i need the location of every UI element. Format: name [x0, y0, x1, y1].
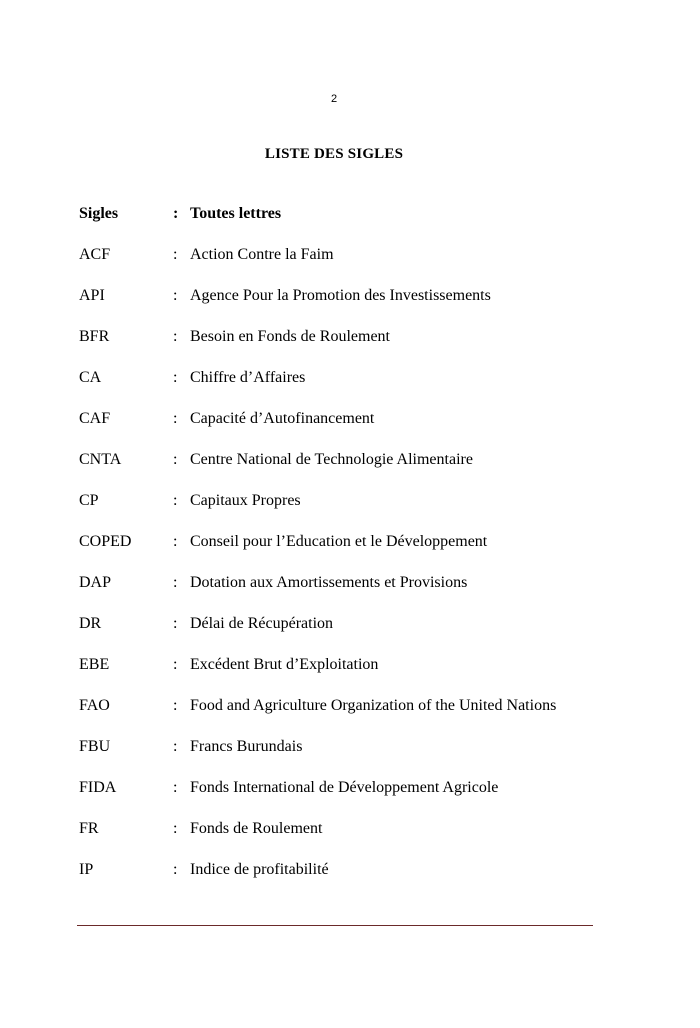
separator-colon: : — [173, 287, 178, 304]
separator-colon: : — [173, 615, 178, 632]
separator-colon: : — [173, 697, 178, 714]
acronym-row — [79, 527, 599, 556]
separator-colon: : — [173, 738, 178, 755]
footer-divider — [77, 925, 593, 926]
acronym: FAO — [79, 697, 110, 714]
acronym-meaning: Capacité d’Autofinancement — [190, 410, 375, 427]
acronym-meaning: Action Contre la Faim — [190, 246, 334, 263]
acronym-meaning: Indice de profitabilité — [190, 861, 329, 878]
header-colon: : — [173, 205, 179, 222]
acronym: FIDA — [79, 779, 117, 796]
acronym-list — [79, 199, 599, 896]
acronym: CA — [79, 369, 102, 386]
acronym-row — [79, 404, 599, 433]
acronym-meaning: Besoin en Fonds de Roulement — [190, 328, 390, 345]
acronym: CAF — [79, 410, 111, 427]
separator-colon: : — [173, 451, 178, 468]
header-abbreviation: Sigles — [79, 205, 119, 222]
acronym-row — [79, 445, 599, 474]
acronym-row — [79, 240, 599, 269]
acronym-meaning: Fonds de Roulement — [190, 820, 323, 837]
acronym-row — [79, 609, 599, 638]
acronym-row — [79, 732, 599, 761]
acronym-row — [79, 281, 599, 310]
acronym-meaning: Centre National de Technologie Alimentaire — [190, 451, 473, 468]
acronym-meaning: Food and Agriculture Organization of the United Nations — [190, 697, 557, 714]
acronym-meaning: Agence Pour la Promotion des Investissements — [190, 287, 491, 304]
header-meaning: Toutes lettres — [190, 205, 282, 222]
acronym-list-header — [79, 199, 599, 228]
acronym-meaning: Dotation aux Amortissements et Provisions — [190, 574, 468, 591]
separator-colon: : — [173, 656, 178, 673]
acronym-row — [79, 363, 599, 392]
acronym: ACF — [79, 246, 111, 263]
acronym-row — [79, 650, 599, 679]
separator-colon: : — [173, 779, 178, 796]
acronym-row — [79, 814, 599, 843]
acronym-row — [79, 322, 599, 351]
separator-colon: : — [173, 246, 178, 263]
separator-colon: : — [173, 574, 178, 591]
acronym-row — [79, 773, 599, 802]
acronym-meaning: Francs Burundais — [190, 738, 303, 755]
acronym-meaning: Excédent Brut d’Exploitation — [190, 656, 379, 673]
acronym: BFR — [79, 328, 110, 345]
acronym-row — [79, 855, 599, 884]
acronym: COPED — [79, 533, 132, 550]
acronym-meaning: Fonds International de Développement Agricole — [190, 779, 499, 796]
separator-colon: : — [173, 410, 178, 427]
separator-colon: : — [173, 328, 178, 345]
acronym-meaning: Capitaux Propres — [190, 492, 301, 509]
acronym: EBE — [79, 656, 110, 673]
acronym-row — [79, 568, 599, 597]
separator-colon: : — [173, 369, 178, 386]
separator-colon: : — [173, 533, 178, 550]
acronym-meaning: Conseil pour l’Education et le Développement — [190, 533, 488, 550]
acronym: FBU — [79, 738, 111, 755]
acronym: DR — [79, 615, 102, 632]
acronym-row — [79, 691, 599, 720]
acronym: CNTA — [79, 451, 122, 468]
acronym-row — [79, 486, 599, 515]
acronym: CP — [79, 492, 99, 509]
separator-colon: : — [173, 861, 178, 878]
acronym: IP — [79, 861, 94, 878]
separator-colon: : — [173, 492, 178, 509]
acronym-meaning: Chiffre d’Affaires — [190, 369, 306, 386]
separator-colon: : — [173, 820, 178, 837]
acronym: DAP — [79, 574, 112, 591]
acronym-meaning: Délai de Récupération — [190, 615, 334, 632]
acronym: API — [79, 287, 105, 304]
page-number: 2 — [330, 93, 338, 105]
page-title: LISTE DES SIGLES — [264, 146, 404, 162]
acronym: FR — [79, 820, 99, 837]
